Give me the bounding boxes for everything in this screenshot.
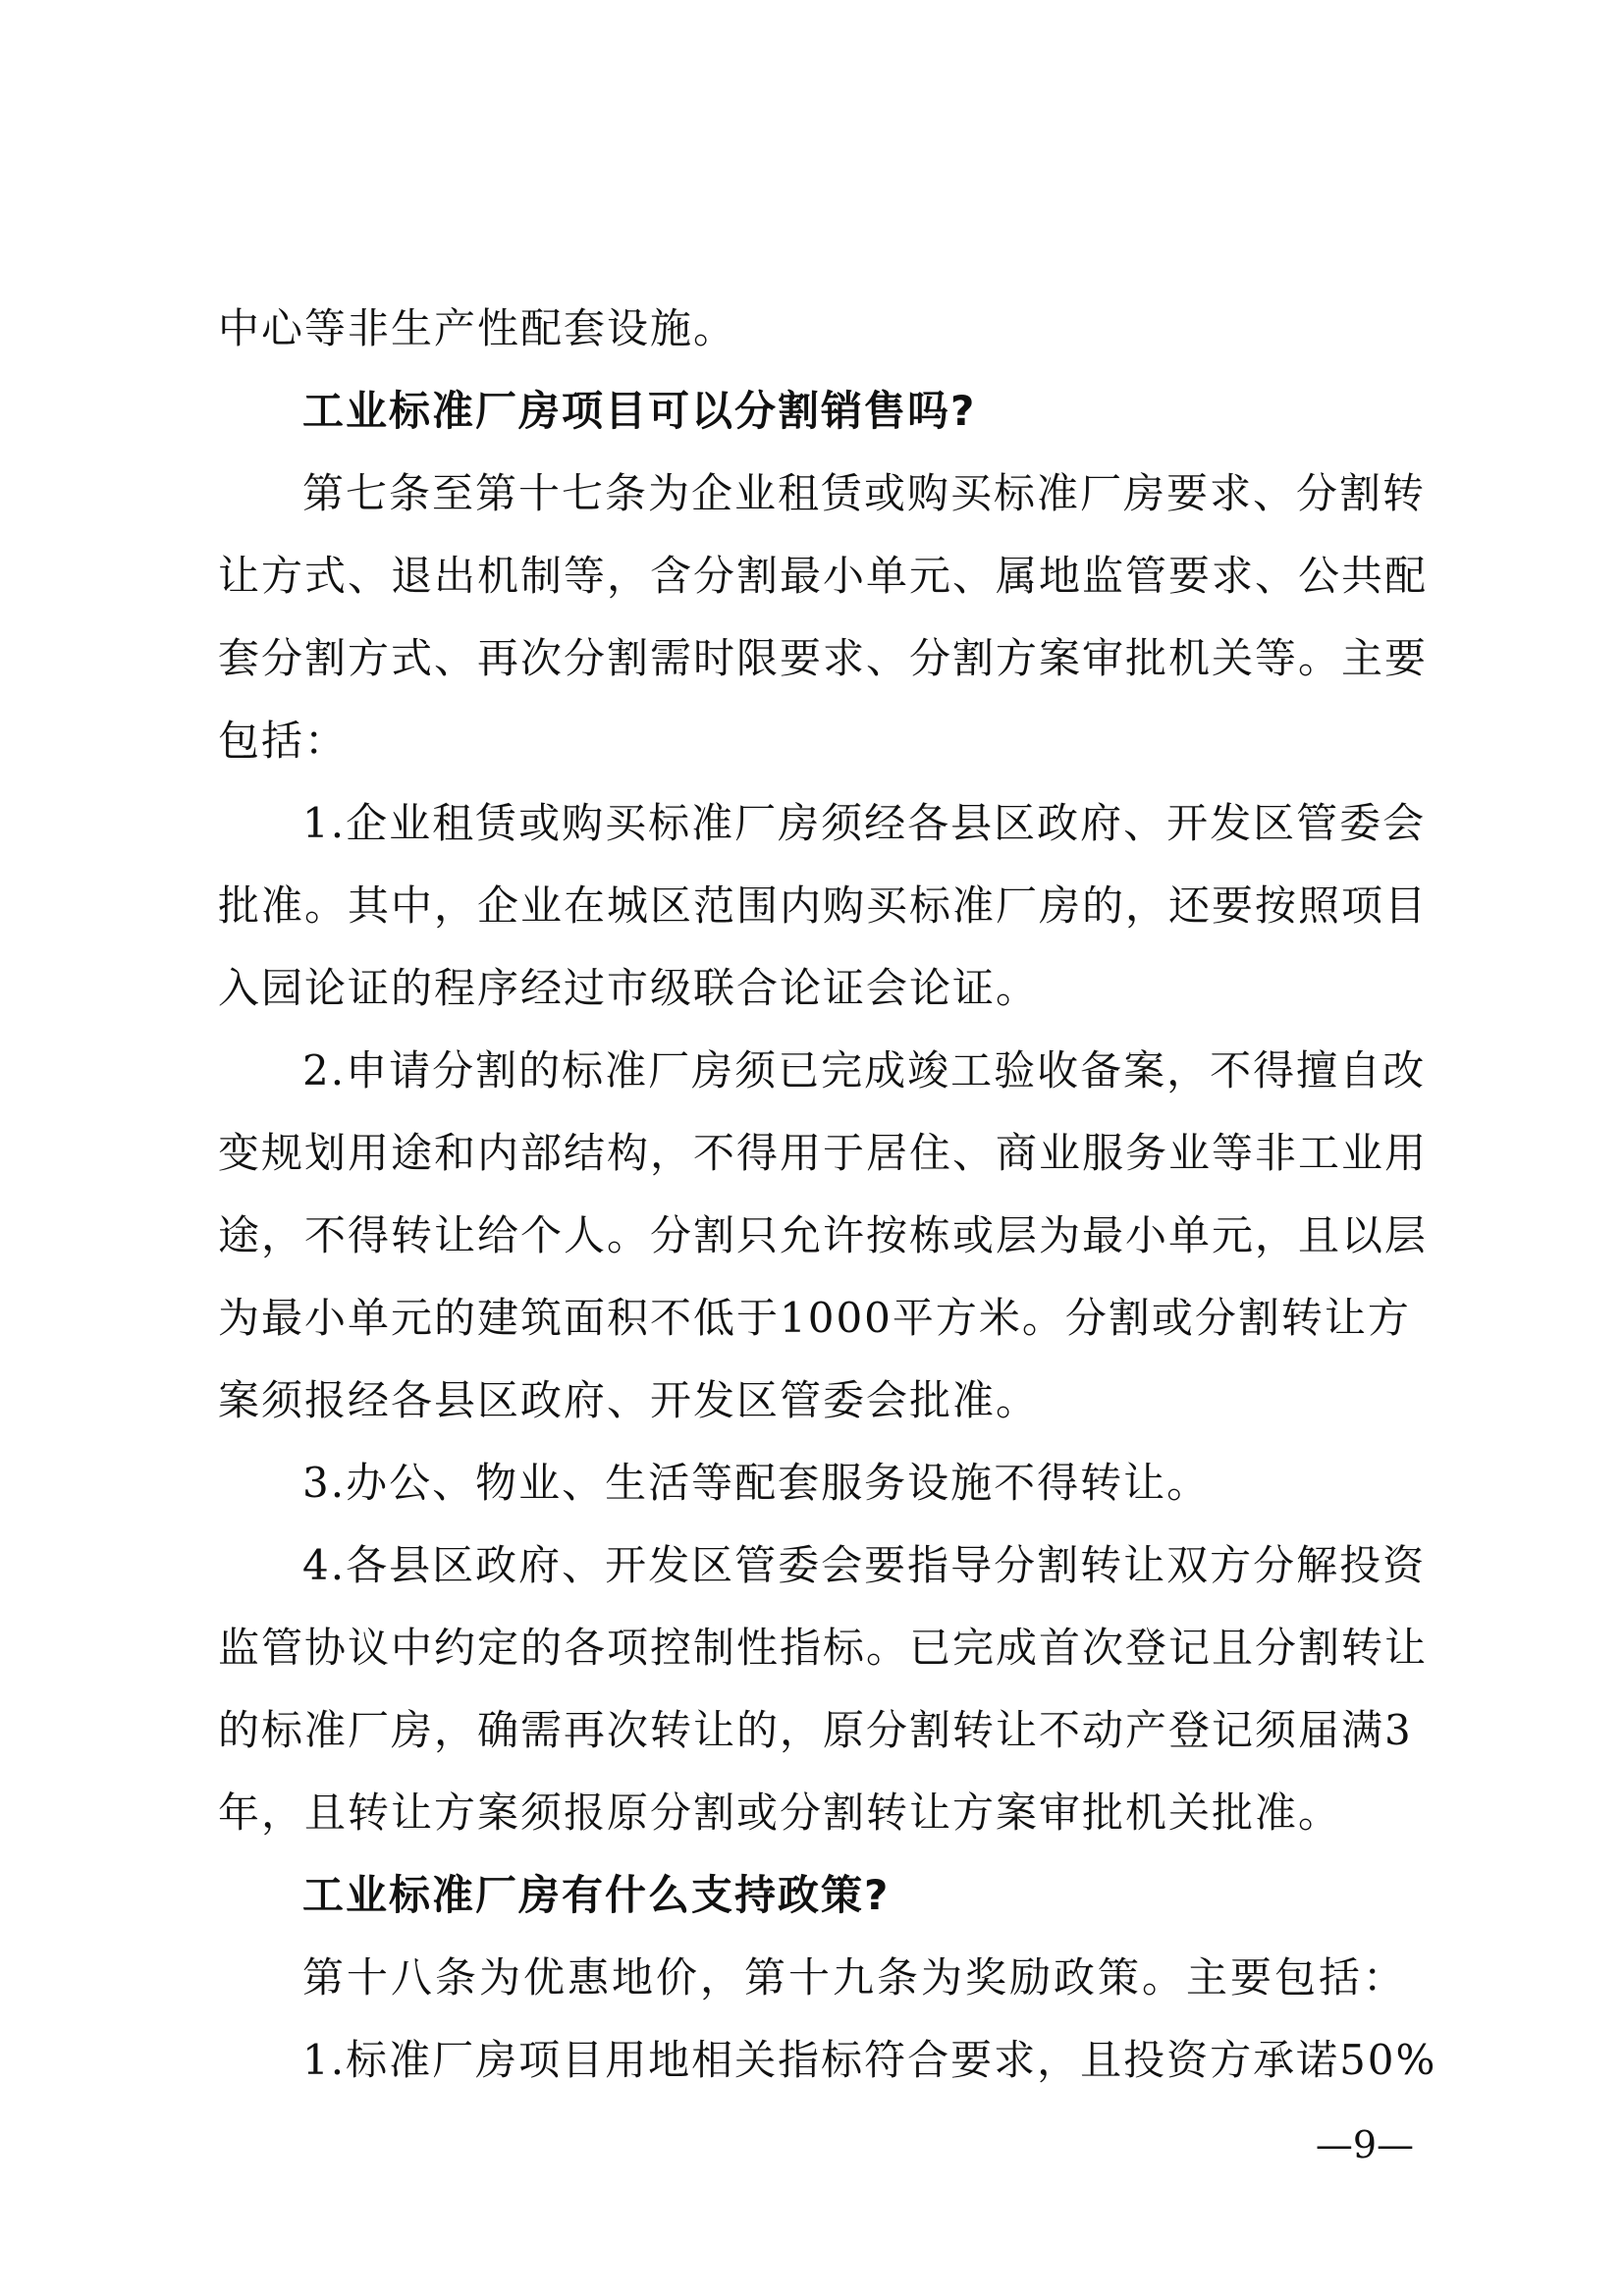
section-heading-split-sale: 工业标准厂房项目可以分割销售吗? — [302, 387, 977, 435]
list-item-text: 4.各县区政府、开发区管委会要指导分割转让双方分解投资 — [302, 1541, 1427, 1589]
body-text-line: 变规划用途和内部结构，不得用于居住、商业服务业等非工业用 — [218, 1129, 1429, 1177]
body-text-line: 入园论证的程序经过市级联合论证会论证。 — [218, 964, 1040, 1012]
body-text-line: 年，且转让方案须报原分割或分割转让方案审批机关批准。 — [218, 1789, 1342, 1837]
section-heading-support-policy: 工业标准厂房有什么支持政策? — [302, 1871, 891, 1919]
list-item-text: 2.申请分割的标准厂房须已完成竣工验收备案，不得擅自改 — [302, 1046, 1427, 1095]
body-text-line: 第十八条为优惠地价，第十九条为奖励政策。主要包括： — [302, 1953, 1406, 2002]
page-number: —9— — [1315, 2123, 1414, 2166]
body-text-line: 监管协议中约定的各项控制性指标。已完成首次登记且分割转让 — [218, 1624, 1429, 1672]
body-text-line: 套分割方式、再次分割需时限要求、分割方案审批机关等。主要 — [218, 634, 1429, 682]
body-text-line: 让方式、退出机制等，含分割最小单元、属地监管要求、公共配 — [218, 552, 1429, 600]
body-text-line: 第七条至第十七条为企业租赁或购买标准厂房要求、分割转 — [302, 469, 1427, 517]
list-item-text: 1.标准厂房项目用地相关指标符合要求，且投资方承诺50% — [302, 2036, 1437, 2084]
body-text-line: 的标准厂房，确需再次转让的，原分割转让不动产登记须届满3 — [218, 1706, 1413, 1754]
list-item-text: 1.企业租赁或购买标准厂房须经各县区政府、开发区管委会 — [302, 799, 1427, 847]
body-text-line: 途，不得转让给个人。分割只允许按栋或层为最小单元，且以层 — [218, 1211, 1429, 1259]
list-item-text: 3.办公、物业、生活等配套服务设施不得转让。 — [302, 1459, 1211, 1507]
body-text-line: 为最小单元的建筑面积不低于1000平方米。分割或分割转让方 — [218, 1294, 1411, 1342]
body-text-line: 包括： — [218, 717, 349, 765]
body-text-line: 批准。其中，企业在城区范围内购买标准厂房的，还要按照项目 — [218, 881, 1429, 930]
body-text-line: 中心等非生产性配套设施。 — [218, 304, 737, 352]
body-text-line: 案须报经各县区政府、开发区管委会批准。 — [218, 1376, 1040, 1424]
